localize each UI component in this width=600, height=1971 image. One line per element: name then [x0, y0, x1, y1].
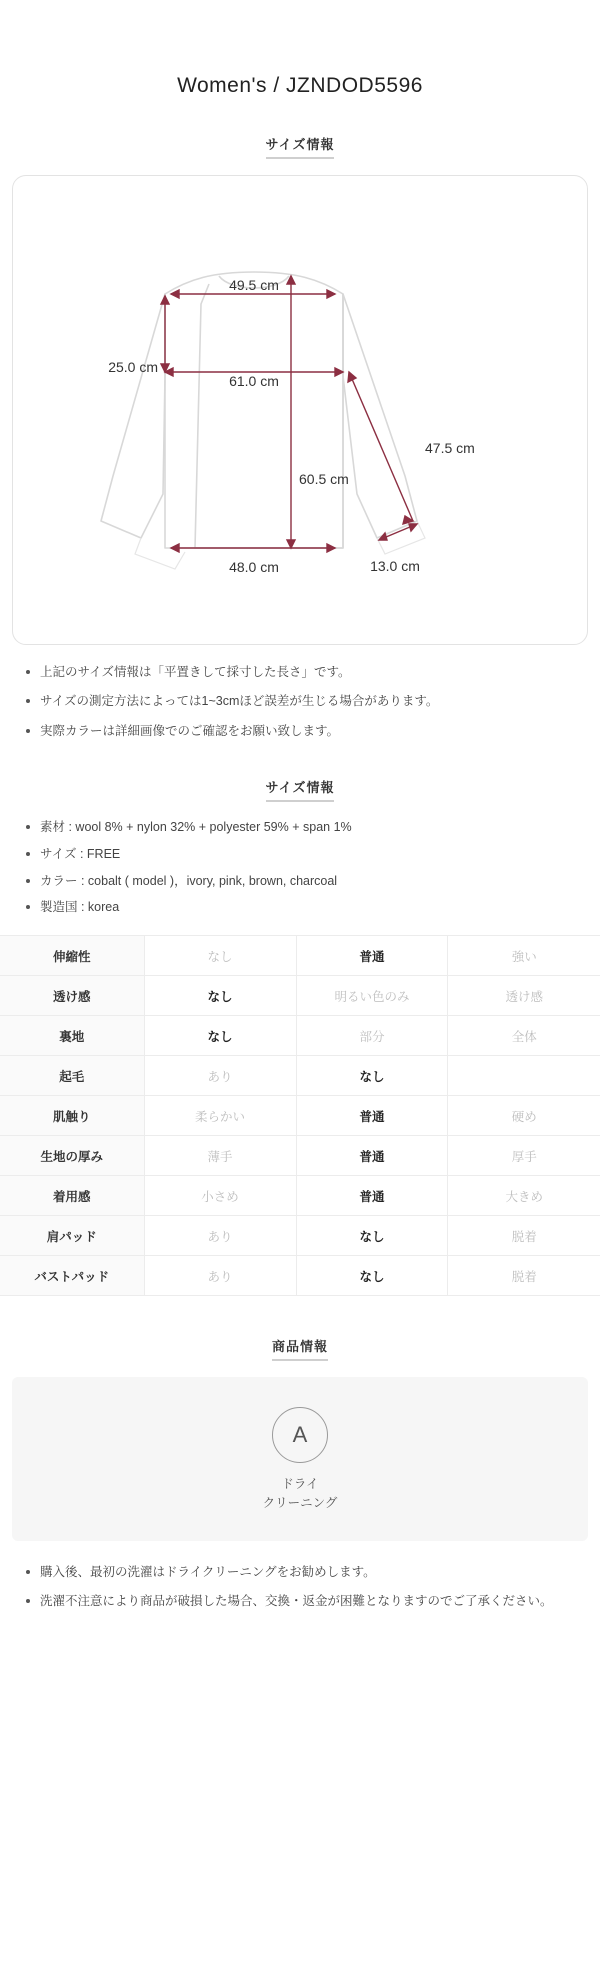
attribute-value: あり: [207, 1069, 233, 1084]
attribute-value: なし: [207, 949, 233, 964]
care-label-line1: ドライ: [281, 1477, 319, 1492]
care-label: [12, 1475, 588, 1513]
attribute-value: 薄手: [207, 1149, 233, 1164]
attribute-label: 生地の厚み: [0, 1136, 144, 1176]
attribute-value-selected: 普通: [296, 936, 448, 976]
spec-section-heading-text: サイズ情報: [266, 777, 335, 802]
size-section-heading: [0, 134, 600, 159]
table-row: [0, 1136, 600, 1176]
attribute-label: バストパッド: [0, 1256, 144, 1296]
table-row: [0, 1256, 600, 1296]
dry-clean-icon-letter: A: [292, 1422, 308, 1448]
attribute-value-selected: 普通: [296, 1176, 448, 1216]
care-instruction-box: [12, 1377, 588, 1541]
attribute-value-selected: なし: [296, 1256, 448, 1296]
dry-clean-icon: [272, 1407, 328, 1463]
care-label-line2: クリーニング: [262, 1495, 338, 1510]
attribute-value: 部分: [296, 1016, 448, 1056]
attribute-value: 柔らかい: [195, 1109, 246, 1124]
attribute-value: 明るい色のみ: [296, 976, 448, 1016]
product-note-item: 購入後、最初の洗濯はドライクリーニングをお勧めします。: [26, 1563, 576, 1582]
attribute-table: [0, 935, 600, 1296]
attribute-label: 肌触り: [0, 1096, 144, 1136]
size-note-item: 実際カラーは詳細画像でのご確認をお願い致します。: [26, 722, 576, 741]
spec-item: カラー : cobalt ( model )，ivory, pink, brown, charcoal: [26, 872, 576, 891]
svg-text:13.0 cm: 13.0 cm: [370, 558, 420, 574]
spec-list: [0, 818, 600, 917]
attribute-label: 裏地: [0, 1016, 144, 1056]
product-notes-list: [0, 1563, 600, 1612]
product-section-heading-text: 商品情報: [272, 1336, 328, 1361]
attribute-value-selected: なし: [296, 1216, 448, 1256]
svg-text:61.0 cm: 61.0 cm: [229, 373, 279, 389]
attribute-value: あり: [207, 1229, 233, 1244]
attribute-label: 伸縮性: [0, 936, 144, 976]
svg-text:48.0 cm: 48.0 cm: [229, 559, 279, 575]
attribute-value: 脱着: [511, 1269, 537, 1284]
size-notes-list: [0, 663, 600, 741]
attribute-value: 硬め: [511, 1109, 537, 1124]
spec-item: 素材 : wool 8% + nylon 32% + polyester 59% + span 1%: [26, 818, 576, 837]
product-note-item: 洗濯不注意により商品が破損した場合、交換・返金が困難となりますのでご了承ください。: [26, 1592, 576, 1611]
table-row: [0, 1176, 600, 1216]
spec-item: 製造国 : korea: [26, 898, 576, 917]
attribute-label: 透け感: [0, 976, 144, 1016]
attribute-value-selected: なし: [207, 1029, 233, 1044]
attribute-value-selected: 普通: [296, 1096, 448, 1136]
attribute-value: 厚手: [511, 1149, 537, 1164]
table-row: [0, 1056, 600, 1096]
spec-section-heading: [0, 777, 600, 802]
attribute-label: 着用感: [0, 1176, 144, 1216]
attribute-value: 強い: [511, 949, 537, 964]
attribute-value: 透け感: [505, 989, 543, 1004]
svg-text:49.5 cm: 49.5 cm: [229, 277, 279, 293]
size-diagram: [12, 175, 588, 645]
size-note-item: サイズの測定方法によっては1~3cmほど誤差が生じる場合があります。: [26, 692, 576, 711]
size-note-item: 上記のサイズ情報は「平置きして採寸した長さ」です。: [26, 663, 576, 682]
table-row: [0, 976, 600, 1016]
table-row: [0, 1016, 600, 1056]
page-title: Women's / JZNDOD5596: [177, 74, 423, 97]
bottom-spacer: [0, 1621, 600, 1661]
attribute-value: あり: [207, 1269, 233, 1284]
table-row: [0, 936, 600, 976]
attribute-label: 肩パッド: [0, 1216, 144, 1256]
attribute-value: 大きめ: [505, 1189, 543, 1204]
svg-text:25.0 cm: 25.0 cm: [108, 359, 158, 375]
spec-item: サイズ : FREE: [26, 845, 576, 864]
size-section-heading-text: サイズ情報: [266, 134, 335, 159]
product-section-heading: [0, 1336, 600, 1361]
attribute-value: 小さめ: [201, 1189, 239, 1204]
attribute-label: 起毛: [0, 1056, 144, 1096]
attribute-value: [448, 1056, 600, 1096]
svg-text:60.5 cm: 60.5 cm: [299, 471, 349, 487]
attribute-value-selected: 普通: [296, 1136, 448, 1176]
attribute-value-selected: なし: [296, 1056, 448, 1096]
table-row: [0, 1216, 600, 1256]
attribute-value: 全体: [511, 1029, 537, 1044]
table-row: [0, 1096, 600, 1136]
attribute-value: 脱着: [511, 1229, 537, 1244]
attribute-value-selected: なし: [207, 989, 233, 1004]
svg-text:47.5 cm: 47.5 cm: [425, 440, 475, 456]
